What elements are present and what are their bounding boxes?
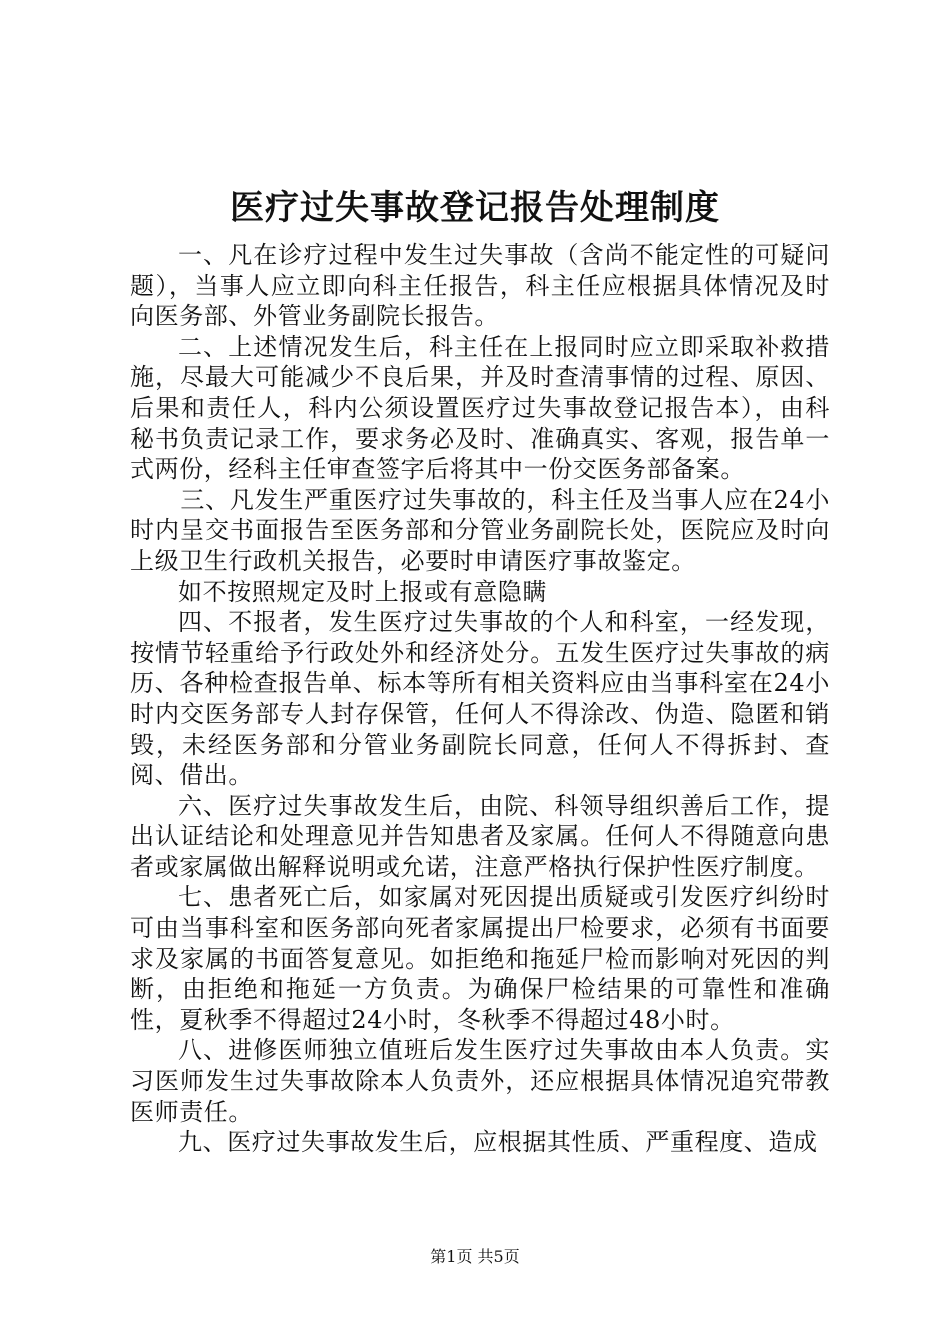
paragraph-1: 一、凡在诊疗过程中发生过失事故（含尚不能定性的可疑问题），当事人应立即向科主任报告，科主任应根据具体情况及时向医务部、外管业务副院长报告。 <box>130 241 830 331</box>
document-body <box>130 240 830 1158</box>
paragraph-2: 二、上述情况发生后，科主任在上报同时应立即采取补救措施，尽最大可能减少不良后果，并及时查清事情的过程、原因、后果和责任人，科内公须设置医疗过失事故登记报告本），由科秘书负责记录工作，要求务必及时、准确真实、客观，报告单一式两份，经科主任审查签字后将其中一份交医务部备案。 <box>130 332 830 484</box>
page-number-footer: 第1页 共5页 <box>430 1247 520 1266</box>
paragraph-5: 四、不报者，发生医疗过失事故的个人和科室，一经发现，按情节轻重给予行政处外和经济处分。五发生医疗过失事故的病历、各种检查报告单、标本等所有相关资料应由当事科室在24小时内交医务部专人封存保管，任何人不得涂改、伪造、隐匿和销毁，未经医务部和分管业务副院长同意，任何人不得拆封、查阅、借出。 <box>130 608 830 790</box>
paragraph-8: 八、进修医师独立值班后发生医疗过失事故由本人负责。实习医师发生过失事故除本人负责外，还应根据具体情况追究带教医师责任。 <box>130 1036 830 1126</box>
paragraph-9: 九、医疗过失事故发生后，应根据其性质、严重程度、造成 <box>178 1128 818 1157</box>
paragraph-7: 七、患者死亡后，如家属对死因提出质疑或引发医疗纠纷时可由当事科室和医务部向死者家属提出尸检要求，必须有书面要求及家属的书面答复意见。如拒绝和拖延尸检而影响对死因的判断，由拒绝和拖延一方负责。为确保尸检结果的可靠性和准确性，夏秋季不得超过24小时，冬秋季不得超过48小时。 <box>130 883 830 1034</box>
paragraph-6: 六、医疗过失事故发生后，由院、科领导组织善后工作，提出认证结论和处理意见并告知患者及家属。任何人不得随意向患者或家属做出解释说明或允诺，注意严格执行保护性医疗制度。 <box>130 791 830 881</box>
paragraph-3: 三、凡发生严重医疗过失事故的，科主任及当事人应在24小时内呈交书面报告至医务部和分管业务副院长处，医院应及时向上级卫生行政机关报告，必要时申请医疗事故鉴定。 <box>130 485 830 575</box>
paragraph-4: 如不按照规定及时上报或有意隐瞒 <box>178 577 547 606</box>
document-title: 医疗过失事故登记报告处理制度 <box>230 188 720 228</box>
